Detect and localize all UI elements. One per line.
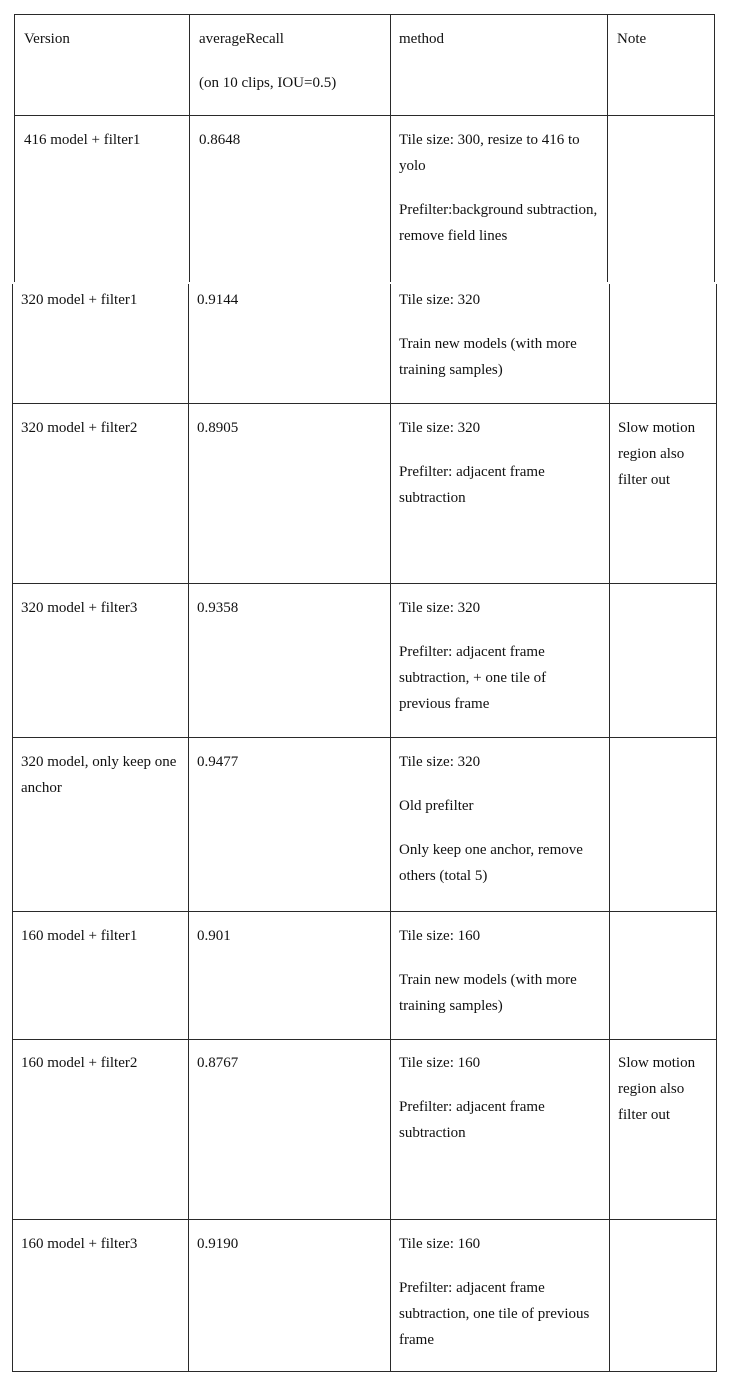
table-row-2-recall: 0.9144 xyxy=(197,292,239,308)
table-row-3-note: Slow motion region also filter out xyxy=(618,420,696,488)
table-rule xyxy=(14,115,715,116)
table-row-4-version: 320 model + filter3 xyxy=(21,600,138,616)
table-row-3-recall: 0.8905 xyxy=(197,420,239,436)
table-row-8-version: 160 model + filter3 xyxy=(21,1236,138,1252)
table-row-8-method: Tile size: 160 Prefilter: adjacent frame subtraction, one tile of previous frame xyxy=(399,1236,590,1348)
header-average-recall: averageRecall (on 10 clips, IOU=0.5) xyxy=(199,31,337,91)
table-row-7-method: Tile size: 160 Prefilter: adjacent frame subtraction xyxy=(399,1055,545,1141)
header-note: Note xyxy=(617,31,647,47)
table-rule xyxy=(609,284,610,1372)
header-version: Version xyxy=(24,31,70,47)
table-rule xyxy=(12,737,717,738)
table-row-1-recall: 0.8648 xyxy=(199,132,241,148)
table-rule xyxy=(607,14,608,282)
table-rule xyxy=(14,14,715,15)
table-rule xyxy=(12,1371,717,1372)
table-rule xyxy=(716,284,717,1372)
table-row-5-recall: 0.9477 xyxy=(197,754,239,770)
table-rule xyxy=(189,14,190,282)
table-row-6-recall: 0.901 xyxy=(197,928,231,944)
table-row-1-version: 416 model + filter1 xyxy=(24,132,141,148)
table-rule xyxy=(12,583,717,584)
table-row-3-version: 320 model + filter2 xyxy=(21,420,138,436)
table-rule xyxy=(12,1219,717,1220)
table-row-7-note: Slow motion region also filter out xyxy=(618,1055,696,1123)
table-rule xyxy=(12,403,717,404)
table-rule xyxy=(390,14,391,282)
table-row-6-version: 160 model + filter1 xyxy=(21,928,138,944)
table-rule xyxy=(12,284,13,1372)
table-row-7-recall: 0.8767 xyxy=(197,1055,239,1071)
table-rule xyxy=(188,284,189,1372)
table-row-5-method: Tile size: 320 Old prefilter Only keep one anchor, remove others (total 5) xyxy=(399,754,583,884)
table-row-4-recall: 0.9358 xyxy=(197,600,239,616)
table-row-7-version: 160 model + filter2 xyxy=(21,1055,138,1071)
table-row-6-method: Tile size: 160 Train new models (with more training samples) xyxy=(399,928,577,1014)
table-row-8-recall: 0.9190 xyxy=(197,1236,239,1252)
table-row-2-method: Tile size: 320 Train new models (with more training samples) xyxy=(399,292,577,378)
table-rule xyxy=(714,14,715,282)
table-rule xyxy=(12,911,717,912)
header-method: method xyxy=(399,31,444,47)
table-rule xyxy=(14,14,15,282)
table-row-5-version: 320 model, only keep one anchor xyxy=(21,754,177,796)
table-rule xyxy=(12,1039,717,1040)
table-row-1-method: Tile size: 300, resize to 416 to yolo Prefilter:background subtraction, remove field lines xyxy=(399,132,598,244)
table-row-3-method: Tile size: 320 Prefilter: adjacent frame subtraction xyxy=(399,420,545,506)
table-rule xyxy=(390,284,391,1372)
table-row-2-version: 320 model + filter1 xyxy=(21,292,138,308)
table-row-4-method: Tile size: 320 Prefilter: adjacent frame subtraction, + one tile of previous frame xyxy=(399,600,547,712)
